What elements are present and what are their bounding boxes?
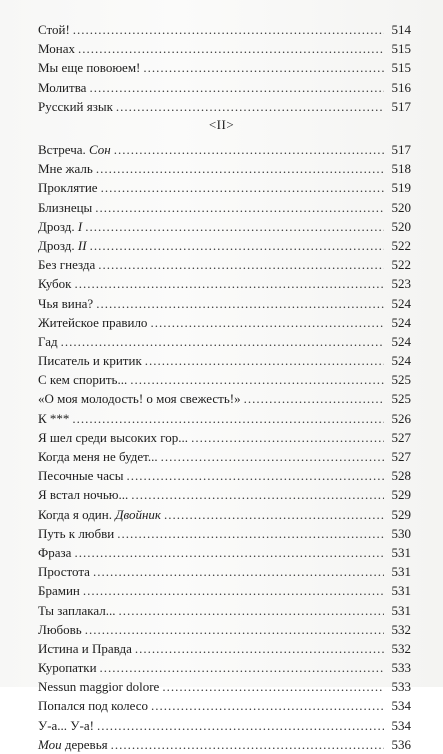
dot-leader [111,735,384,754]
dot-leader [96,294,384,313]
toc-entry [38,716,411,735]
toc-entry-title: Кубок [38,276,72,292]
toc-entry [38,20,411,39]
toc-entry [38,294,411,313]
toc-list-part-1 [38,20,411,116]
toc-entry-title: Я встал ночью... [38,487,129,503]
toc-entry [38,466,411,485]
toc-entry-page-number: 518 [391,161,411,177]
dot-leader [164,505,384,524]
toc-entry [38,696,411,715]
dot-leader [98,255,384,274]
toc-entry-title: Истина и Правда [38,640,132,656]
dot-leader [95,198,384,217]
toc-entry [38,313,411,332]
toc-entry-page-number: 524 [391,333,411,349]
dot-leader [97,716,384,735]
toc-entry-page-number: 532 [391,640,411,656]
toc-entry-title: Стой! [38,22,70,37]
toc-entry-title: Когда меня не будет... [38,449,158,464]
toc-entry-title: Куропатки [38,660,97,676]
toc-entry [38,274,411,293]
dot-leader [61,332,384,351]
toc-entry-title: Песочные часы [38,468,124,484]
toc-entry-title: Проклятие [38,180,98,196]
toc-entry-page-number: 522 [391,257,411,273]
toc-entry-title: У-а... У-а! [38,717,94,733]
toc-entry-page-number: 531 [391,602,411,618]
toc-entry [38,447,411,466]
dot-leader [90,236,384,255]
dot-leader [85,217,384,236]
dot-leader [145,351,384,370]
toc-entry-page-number: 522 [391,237,411,253]
dot-leader [89,78,384,97]
toc-entry-title: Путь к любви [38,525,115,541]
toc-entry [38,351,411,370]
toc-entry [38,562,411,581]
dot-leader [116,97,384,116]
toc-entry [38,428,411,447]
toc-entry [38,58,411,77]
dot-leader [161,447,384,466]
toc-entry-page-number: 514 [391,22,411,37]
toc-entry-page-number: 531 [391,564,411,580]
dot-leader [130,370,384,389]
toc-entry-title: К *** [38,410,70,426]
toc-entry [38,178,411,197]
toc-entry-page-number: 532 [391,621,411,637]
toc-entry-page-number: 525 [391,372,411,388]
dot-leader [131,485,384,504]
toc-entry-title: Встреча. Сон [38,142,111,157]
toc-entry-page-number: 524 [391,353,411,369]
toc-list-part-2 [38,140,411,754]
dot-leader [83,581,384,600]
toc-entry-page-number: 531 [391,583,411,599]
dot-leader [73,20,384,39]
toc-entry-title: Когда я один. Двойник [38,506,162,522]
toc-entry-title: Мои деревья [38,736,108,752]
dot-leader [78,39,384,58]
toc-entry-title: Nessun maggior dolore [38,679,160,695]
toc-entry-page-number: 515 [391,60,411,76]
toc-entry-title: Монах [38,41,75,57]
toc-entry-title: Ты заплакал... [38,602,116,618]
toc-entry [38,217,411,236]
dot-leader [135,639,384,658]
toc-entry-page-number: 517 [391,98,411,114]
toc-entry-title: Без гнезда [38,257,96,273]
toc-entry [38,524,411,543]
toc-entry-page-number: 528 [391,468,411,484]
dot-leader [85,620,384,639]
dot-leader [100,658,384,677]
toc-entry-title: С кем спорить... [38,372,128,388]
dot-leader [72,409,384,428]
toc-entry [38,505,411,524]
toc-entry-title: Мне жаль [38,161,93,177]
toc-entry-page-number: 527 [391,449,411,464]
section-marker: <II> [208,117,235,132]
toc-entry [38,370,411,389]
dot-leader [244,389,384,408]
toc-entry-title: Писатель и критик [38,353,142,369]
toc-entry-title: Брамин [38,583,80,599]
toc-entry-page-number: 524 [391,314,411,330]
toc-entry [38,97,411,116]
toc-entry-page-number: 529 [391,487,411,503]
toc-entry-page-number: 524 [391,295,411,311]
toc-entry [38,389,411,408]
toc-entry-title: Житейское правило [38,314,148,330]
toc-entry-page-number: 517 [391,142,411,157]
toc-entry [38,735,411,754]
dot-leader [150,313,384,332]
toc-entry-page-number: 530 [391,525,411,541]
toc-entry-page-number: 529 [391,506,411,522]
toc-entry [38,581,411,600]
toc-entry [38,159,411,178]
dot-leader [96,159,384,178]
toc-entry [38,332,411,351]
toc-entry-title: Фраза [38,544,72,560]
toc-entry-page-number: 520 [391,218,411,234]
dot-leader [101,178,384,197]
toc-entry-page-number: 536 [391,736,411,752]
toc-entry-title: Чья вина? [38,295,94,311]
toc-entry-title: Русский язык [38,98,113,114]
toc-entry-title: Гад [38,333,58,349]
toc-entry-title: Близнецы [38,199,93,215]
toc-entry-page-number: 525 [391,391,411,407]
toc-entry-title: Дрозд. I [38,218,83,234]
toc-entry-page-number: 523 [391,276,411,292]
toc-entry [38,236,411,255]
dot-leader [117,524,384,543]
toc-entry [38,620,411,639]
toc-entry-page-number: 516 [391,79,411,95]
toc-entry [38,543,411,562]
toc-entry-page-number: 519 [391,180,411,196]
dot-leader [143,58,384,77]
toc-entry [38,639,411,658]
toc-entry-title: Любовь [38,621,82,637]
toc-entry-page-number: 520 [391,199,411,215]
toc-entry-title: Дрозд. II [38,237,87,253]
toc-entry-title: «О моя молодость! о моя свежесть!» [38,391,241,407]
toc-entry-page-number: 533 [391,660,411,676]
toc-entry [38,658,411,677]
toc-entry [38,39,411,58]
toc-entry-title: Мы еще повоюем! [38,60,141,76]
toc-entry [38,255,411,274]
dot-leader [114,140,384,159]
toc-entry [38,601,411,620]
dot-leader [74,543,384,562]
toc-entry [38,485,411,504]
dot-leader [126,466,384,485]
toc-entry [38,409,411,428]
toc-entry-page-number: 526 [391,410,411,426]
dot-leader [151,696,384,715]
toc-entry-title: Попался под колесо [38,698,148,714]
dot-leader [191,428,384,447]
toc-entry-page-number: 527 [391,429,411,445]
toc-entry [38,78,411,97]
toc-entry-page-number: 515 [391,41,411,57]
toc-entry-title: Простота [38,564,90,580]
toc-entry-page-number: 534 [391,717,411,733]
toc-entry-page-number: 534 [391,698,411,714]
toc-entry [38,140,411,159]
toc-entry-title: Я шел среди высоких гор... [38,429,189,445]
toc-entry-page-number: 531 [391,544,411,560]
dot-leader [93,562,384,581]
dot-leader [74,274,384,293]
toc-entry-page-number: 533 [391,679,411,695]
toc-entry-title: Молитва [38,79,87,95]
toc-entry [38,198,411,217]
dot-leader [118,601,384,620]
